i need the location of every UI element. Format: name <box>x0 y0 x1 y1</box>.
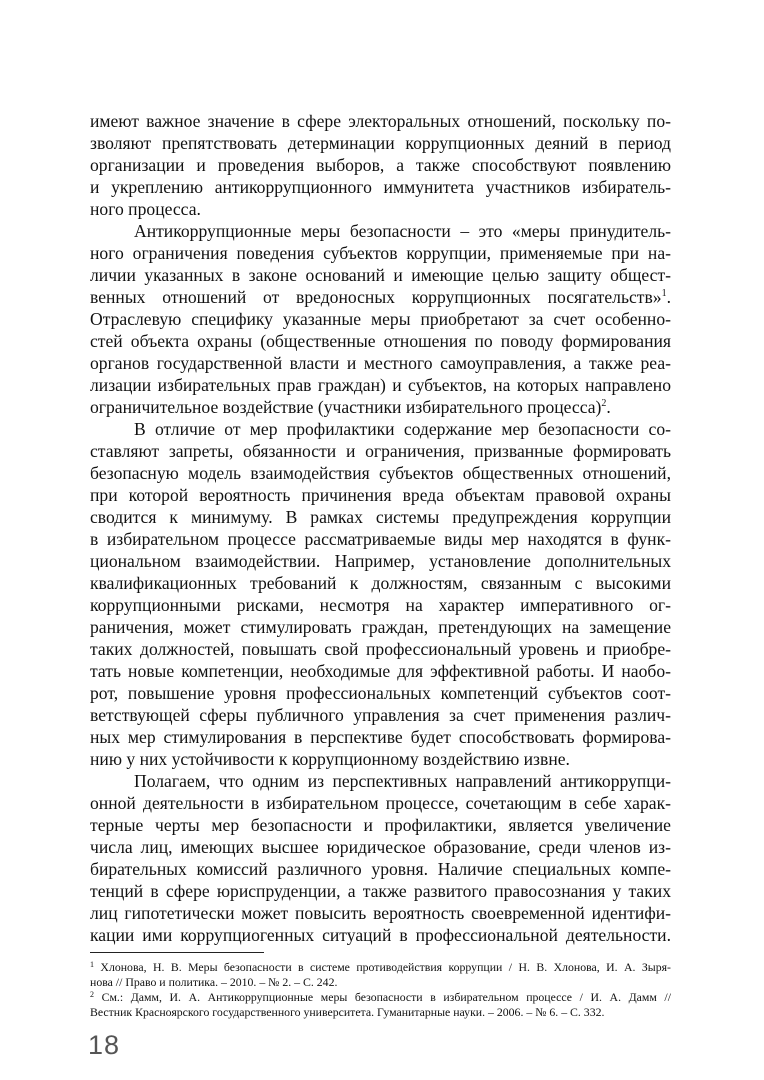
text-line: зволяют препятствовать детерминации коррупционных деяний в период <box>90 133 671 153</box>
text-line: В отличие от мер профилактики содержание мер безопасности со- <box>134 419 671 439</box>
footnote-mark: 2 <box>90 990 94 999</box>
footnote-separator <box>90 952 264 953</box>
text-line: Антикоррупционные меры безопасности – это «меры принудитель- <box>134 221 671 241</box>
text-line: ного ограничения поведения субъектов коррупции, применяемые при на- <box>90 243 671 263</box>
footnote-2-cont: Вестник Красноярского государственного университета. Гуманитарные науки. – 2006. – № 6. – С. 332. <box>90 1005 605 1019</box>
footnote-ref-1[interactable]: 1 <box>661 288 667 299</box>
text-line: раничения, может стимулировать граждан, претендующих на замещение <box>90 617 671 637</box>
text-line: стей объекта охраны (общественные отношения по поводу формирования <box>90 331 671 351</box>
text-segment: ограничительное воздействие (участники избирательного процесса) <box>90 397 602 417</box>
text-line: лиц гипотетически может повысить вероятность своевременной идентифи- <box>90 903 671 923</box>
text-line: при которой вероятность причинения вреда объектам правовой охраны <box>90 485 671 505</box>
text-line: терные черты мер безопасности и профилактики, является увеличение <box>90 815 671 835</box>
text-line: ставляют запреты, обязанности и ограничения, призванные формировать <box>90 441 671 461</box>
page-number: 18 <box>88 1030 121 1060</box>
text-line: ного процесса. <box>90 199 201 219</box>
text-line: имеют важное значение в сфере электоральных отношений, поскольку по- <box>90 111 671 131</box>
text-segment: . <box>606 397 611 417</box>
text-line: тать новые компетенции, необходимые для эффективной работы. И наобо- <box>90 661 671 681</box>
text-segment: венных отношений от вредоносных коррупционных посягательств» <box>90 287 662 307</box>
footnote-text: См.: Дамм, И. А. Антикоррупционные меры безопасности в избирательном процессе / И. А. Дамм // <box>94 990 671 1004</box>
text-line: венных отношений от вредоносных коррупционных посягательств»$^1$. <box>90 287 671 307</box>
text-line: бирательных комиссий различного уровня. Наличие специальных компе- <box>90 859 671 879</box>
text-line: безопасную модель взаимодействия субъектов общественных отношений, <box>90 463 671 483</box>
text-line: личии указанных в законе оснований и имеющие целью защиту общест- <box>90 265 671 285</box>
text-line: ветствующей сферы публичного управления за счет применения различ- <box>90 705 671 725</box>
text-line: Полагаем, что одним из перспективных направлений антикоррупци- <box>134 771 671 791</box>
text-line: организации и проведения выборов, а также способствуют появлению <box>90 155 671 175</box>
footnote-text: Хлонова, Н. В. Меры безопасности в системе противодействия коррупции / Н. В. Хлонова, И. А. Зыря- <box>94 960 671 974</box>
text-line: лизации избирательных прав граждан) и субъектов, на которых направлено <box>90 375 671 395</box>
text-line: рот, повышение уровня профессиональных компетенций субъектов соот- <box>90 683 671 703</box>
text-line: коррупционными рисками, несмотря на характер императивного ог- <box>90 595 671 615</box>
text-line: в избирательном процессе рассматриваемые виды мер находятся в функ- <box>90 529 671 549</box>
text-line: сводится к минимуму. В рамках системы предупреждения коррупции <box>90 507 671 527</box>
text-line: ных мер стимулирования в перспективе будет способствовать формирова- <box>90 727 671 747</box>
text-line <box>90 396 671 418</box>
footnote-1 <box>90 960 671 975</box>
text-line: нию у них устойчивости к коррупционному воздействию извне. <box>90 749 570 769</box>
footnote-ref-2[interactable]: 2 <box>601 398 607 409</box>
footnote-2 <box>90 990 671 1005</box>
footnote-1-cont: нова // Право и политика. – 2010. – № 2. – С. 242. <box>90 975 338 989</box>
text-line: кации ими коррупциогенных ситуаций в профессиональной деятельности. <box>90 925 671 945</box>
text-line: квалификационных требований к должностям, связанным с высокими <box>90 573 671 593</box>
text-line: онной деятельности в избирательном процессе, сочетающим в себе харак- <box>90 793 671 813</box>
text-line: и укреплению антикоррупционного иммунитета участников избиратель- <box>90 177 671 197</box>
text-line: таких должностей, повышать свой профессиональный уровень и приобре- <box>90 639 671 659</box>
text-line: Отраслевую специфику указанные меры приобретают за счет особенно- <box>90 309 671 329</box>
text-line: органов государственной власти и местного самоуправления, а также реа- <box>90 353 671 373</box>
text-line: числа лиц, имеющих высшее юридическое образование, среди членов из- <box>90 837 671 857</box>
footnote-mark: 1 <box>90 960 94 969</box>
text-line: циональном взаимодействии. Например, установление дополнительных <box>90 551 671 571</box>
text-line: тенций в сфере юриспруденции, а также развитого правосознания у таких <box>90 881 671 901</box>
